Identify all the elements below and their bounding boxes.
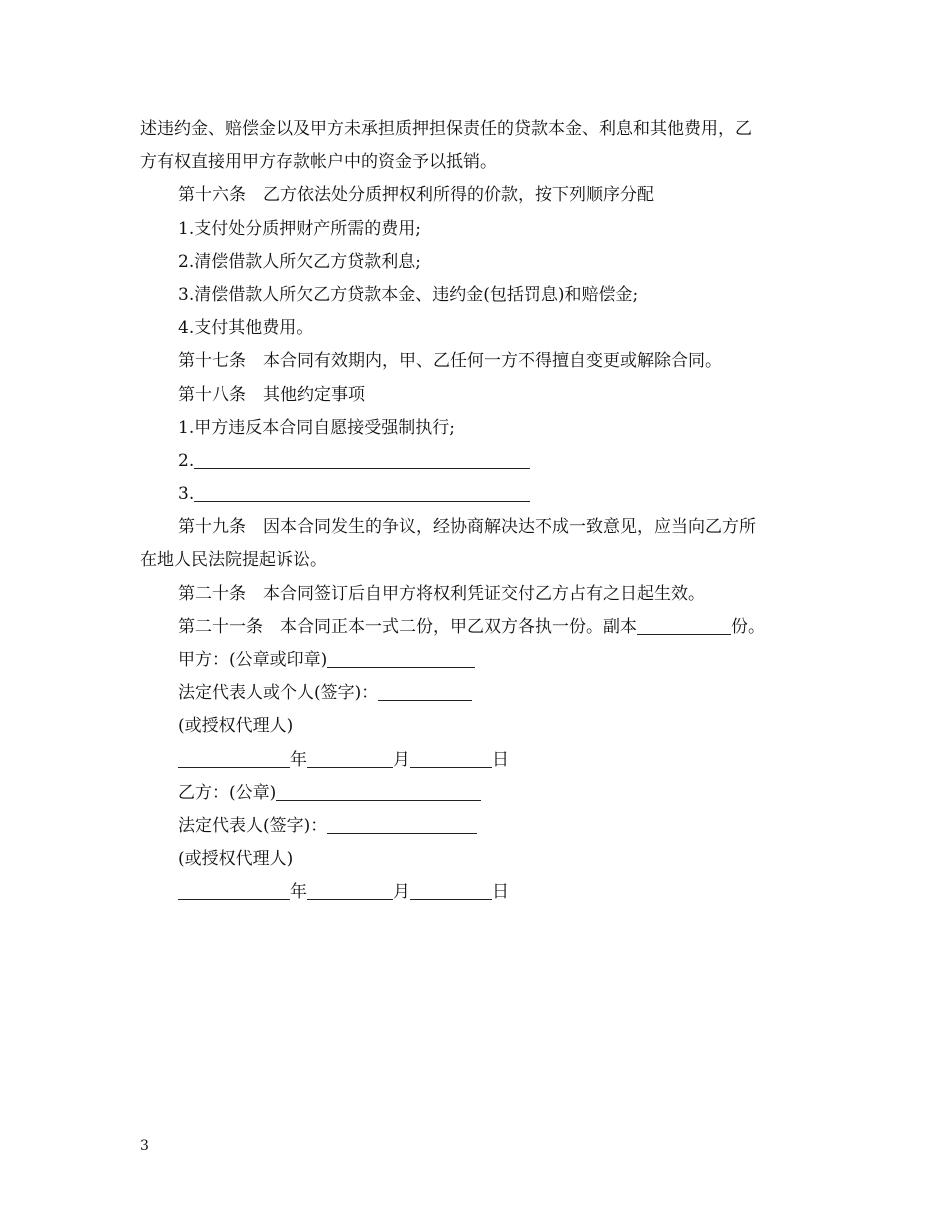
text-segment: 月	[393, 749, 410, 770]
party-a-agent-line	[140, 710, 820, 743]
party-a-signature-line	[140, 677, 820, 710]
party-b-seal-line	[140, 777, 820, 810]
list-item	[140, 279, 820, 312]
text-segment: (或授权代理人)	[178, 849, 294, 870]
party-a-signature-blank[interactable]	[378, 682, 472, 701]
page-number: 3	[140, 1138, 149, 1154]
day-blank[interactable]	[410, 881, 492, 900]
text-segment: 3.清偿借款人所欠乙方贷款本金、违约金(包括罚息)和赔偿金;	[178, 284, 639, 305]
text-segment: 份。	[731, 616, 765, 637]
fill-in-blank[interactable]	[194, 483, 530, 502]
text-segment: 法定代表人或个人(签字)：	[178, 683, 379, 704]
text-segment: 第十六条 乙方依法处分质押权利所得的价款，按下列顺序分配	[178, 185, 654, 206]
party-b-signature-blank[interactable]	[327, 815, 477, 834]
month-blank[interactable]	[307, 749, 393, 768]
article-17	[140, 345, 820, 378]
party-b-date-line	[140, 876, 820, 909]
article-20	[140, 578, 820, 611]
text-segment: 2.清偿借款人所欠乙方贷款利息;	[178, 251, 421, 272]
paragraph-line	[140, 544, 820, 577]
text-segment: 日	[492, 749, 509, 770]
text-segment: 第十七条 本合同有效期内，甲、乙任何一方不得擅自变更或解除合同。	[178, 351, 722, 372]
text-segment: 第十八条 其他约定事项	[178, 384, 365, 405]
text-segment: 2.	[178, 450, 195, 471]
text-segment: 日	[492, 882, 509, 903]
party-a-seal-blank[interactable]	[327, 649, 475, 668]
paragraph-line	[140, 146, 820, 179]
article-16-heading	[140, 179, 820, 212]
list-item-blank	[140, 445, 820, 478]
article-21	[140, 611, 820, 644]
year-blank[interactable]	[178, 881, 290, 900]
text-segment: 法定代表人(签字)：	[178, 815, 328, 836]
list-item	[140, 312, 820, 345]
text-segment: 第二十一条 本合同正本一式二份，甲乙双方各执一份。副本	[178, 616, 637, 637]
text-segment: 方有权直接用甲方存款帐户中的资金予以抵销。	[140, 152, 497, 173]
contract-body	[140, 113, 820, 910]
fill-in-blank[interactable]	[194, 450, 530, 469]
text-segment: 述违约金、赔偿金以及甲方未承担质押担保责任的贷款本金、利息和其他费用，乙	[140, 119, 752, 139]
text-segment: 年	[290, 749, 307, 770]
party-a-date-line	[140, 744, 820, 777]
text-segment: 第十九条 因本合同发生的争议，经协商解决达不成一致意见，应当向乙方所	[178, 517, 756, 538]
text-segment: 月	[393, 882, 410, 903]
paragraph-line	[140, 113, 820, 146]
text-segment: 乙方：(公章)	[178, 782, 277, 803]
text-segment: 4.支付其他费用。	[178, 318, 314, 339]
list-item	[140, 412, 820, 445]
day-blank[interactable]	[410, 749, 492, 768]
text-segment: 第二十条 本合同签订后自甲方将权利凭证交付乙方占有之日起生效。	[178, 583, 705, 604]
text-segment: 1.支付处分质押财产所需的费用;	[178, 218, 421, 239]
party-a-seal-line	[140, 644, 820, 677]
text-segment: (或授权代理人)	[178, 716, 294, 737]
month-blank[interactable]	[307, 881, 393, 900]
text-segment: 年	[290, 882, 307, 903]
text-segment: 在地人民法院提起诉讼。	[140, 550, 327, 571]
text-segment: 1.甲方违反本合同自愿接受强制执行;	[178, 417, 455, 438]
article-19	[140, 511, 820, 544]
article-18-heading	[140, 379, 820, 412]
list-item-blank	[140, 478, 820, 511]
list-item	[140, 213, 820, 246]
year-blank[interactable]	[178, 749, 290, 768]
party-b-agent-line	[140, 843, 820, 876]
text-segment: 甲方：(公章或印章)	[178, 650, 328, 670]
text-segment: 3.	[178, 484, 195, 505]
list-item	[140, 246, 820, 279]
copies-blank[interactable]	[637, 616, 731, 635]
party-b-seal-blank[interactable]	[276, 782, 481, 801]
party-b-signature-line	[140, 810, 820, 843]
